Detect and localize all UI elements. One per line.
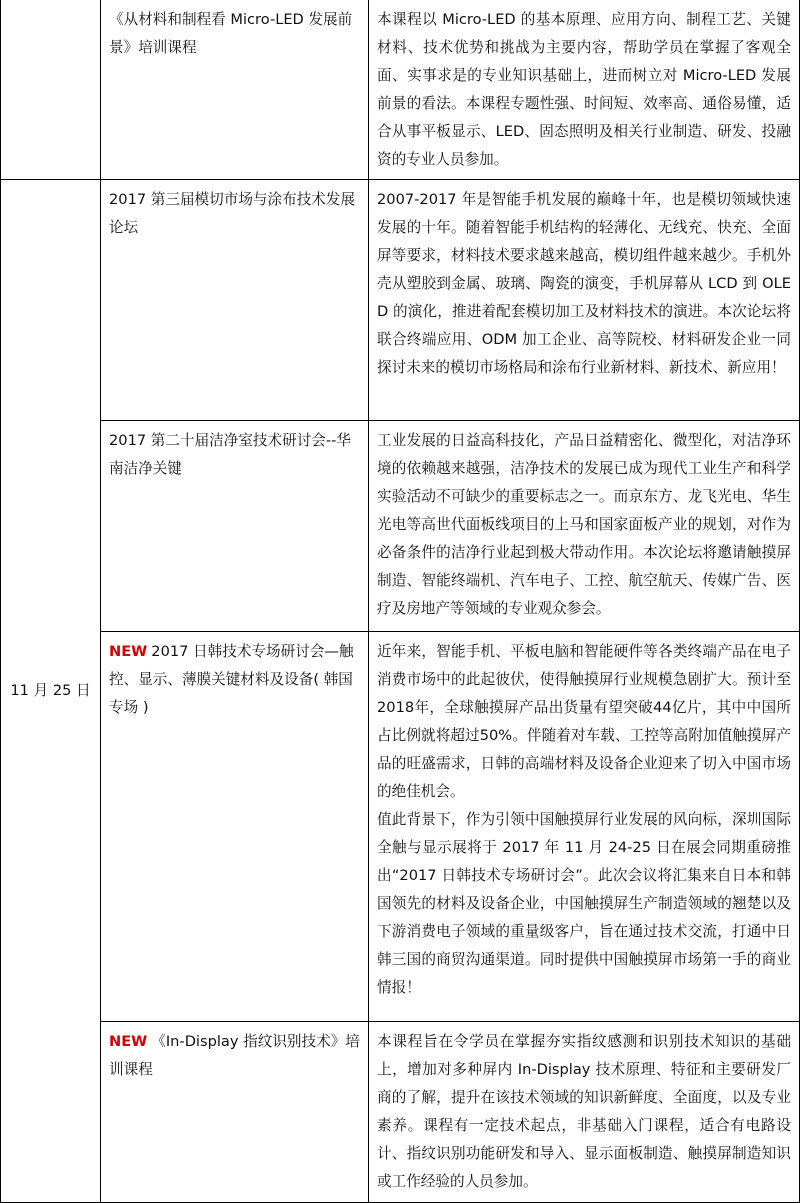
new-badge: NEW	[109, 643, 148, 660]
date-cell-empty	[1, 0, 101, 180]
event-description: 本课程以 Micro-LED 的基本原理、应用方向、制程工艺、关键材料、技术优势和挑战为主要内容，帮助学员在掌握了客观全面、实事求是的专业知识基础上，进而树立对 Micro-LED 发展前景的看法。本课程专题性强、时间短、效率高、通俗易懂，适合从事平板显示、LED、固态照明及相关行业制造、研发、投融资的专业人员参加。	[377, 11, 791, 168]
event-description-cell	[369, 632, 800, 1022]
table-row	[1, 632, 800, 1022]
event-description-cell	[369, 1022, 800, 1203]
event-description: 本课程旨在令学员在掌握夯实指纹感测和识别技术知识的基础上，增加对多种屏内 In-Display 技术原理、特征和主要研发厂商的了解，提升在该技术领域的知识新鲜度、全面度，以及专业素养。课程有一定技术起点，非基础入门课程，适合有电路设计、指纹识别功能研发和导入、显示面板制造、触摸屏制造知识或工作经验的人员参加。	[377, 1033, 791, 1190]
table-row	[1, 421, 800, 632]
event-title: 2017 第三届模切市场与涂布技术发展论坛	[109, 191, 356, 236]
event-description-paragraph-1: 近年来，智能手机、平板电脑和智能硬件等各类终端产品在电子消费市场中的此起彼伏，使得触摸屏行业规模急剧扩大。预计至2018年，全球触摸屏产品出货量有望突破44亿片，其中中国所占比例就将超过50%。伴随着对车载、工控等高附加值触摸屏产品的旺盛需求，日韩的高端材料及设备企业迎来了切入中国市场的绝佳机会。	[377, 643, 791, 800]
event-title: 2017 日韩技术专场研讨会—触控、显示、薄膜关键材料及设备( 韩国专场 )	[109, 643, 354, 716]
event-title: 《从材料和制程看 Micro-LED 发展前景》培训课程	[109, 11, 353, 56]
event-title-cell	[101, 0, 369, 180]
event-description-cell	[369, 180, 800, 421]
event-title-cell	[101, 1022, 369, 1203]
event-description-cell	[369, 0, 800, 180]
table-row	[1, 0, 800, 180]
event-description-paragraph-2: 值此背景下，作为引领中国触摸屏行业发展的风向标，深圳国际全触与显示展将于 2017 年 11 月 24-25 日在展会同期重磅推出“2017 日韩技术专场研讨会”。此次会议将汇集来自日本和韩国领先的材料及设备企业，中国触摸屏生产制造领域的翘楚以及下游消费电子领域的重量级客户，旨在通过技术交流，打通中日韩三国的商贸沟通渠道。同时提供中国触摸屏市场第一手的商业情报！	[377, 811, 791, 996]
event-title-cell	[101, 632, 369, 1022]
event-title-cell	[101, 421, 369, 632]
table-row	[1, 1022, 800, 1203]
new-badge: NEW	[109, 1033, 148, 1050]
event-description: 工业发展的日益高科技化，产品日益精密化、微型化，对洁净环境的依赖越来越强，洁净技术的发展已成为现代工业生产和科学实验活动不可缺少的重要标志之一。而京东方、龙飞光电、华生光电等高世代面板线项目的上马和国家面板产业的规划，对作为必备条件的洁净行业起到极大带动作用。本次论坛将邀请触摸屏制造、智能终端机、汽车电子、工控、航空航天、传媒广告、医疗及房地产等领域的专业观众参会。	[377, 432, 791, 617]
event-description-cell	[369, 421, 800, 632]
event-date: 11 月 25 日	[10, 682, 91, 699]
event-date-cell	[1, 180, 101, 1203]
event-title: 2017 第二十届洁净室技术研讨会--华南洁净关键	[109, 432, 352, 477]
table-row	[1, 180, 800, 421]
event-title-cell	[101, 180, 369, 421]
event-description: 2007-2017 年是智能手机发展的巅峰十年，也是模切领域快速发展的十年。随着智能手机结构的轻薄化、无线充、快充、全面屏等要求，材料技术要求越来越高，模切组件越来越少。手机外壳从塑胶到金属、玻璃、陶瓷的演变，手机屏幕从 LCD 到 OLED 的演化，推进着配套模切加工及材料技术的演进。本次论坛将联合终端应用、ODM 加工企业、高等院校、材料研发企业一同探讨未来的模切市场格局和涂布行业新材料、新技术、新应用！	[377, 191, 791, 376]
event-title: 《In-Display 指纹识别技术》培训课程	[109, 1033, 360, 1078]
